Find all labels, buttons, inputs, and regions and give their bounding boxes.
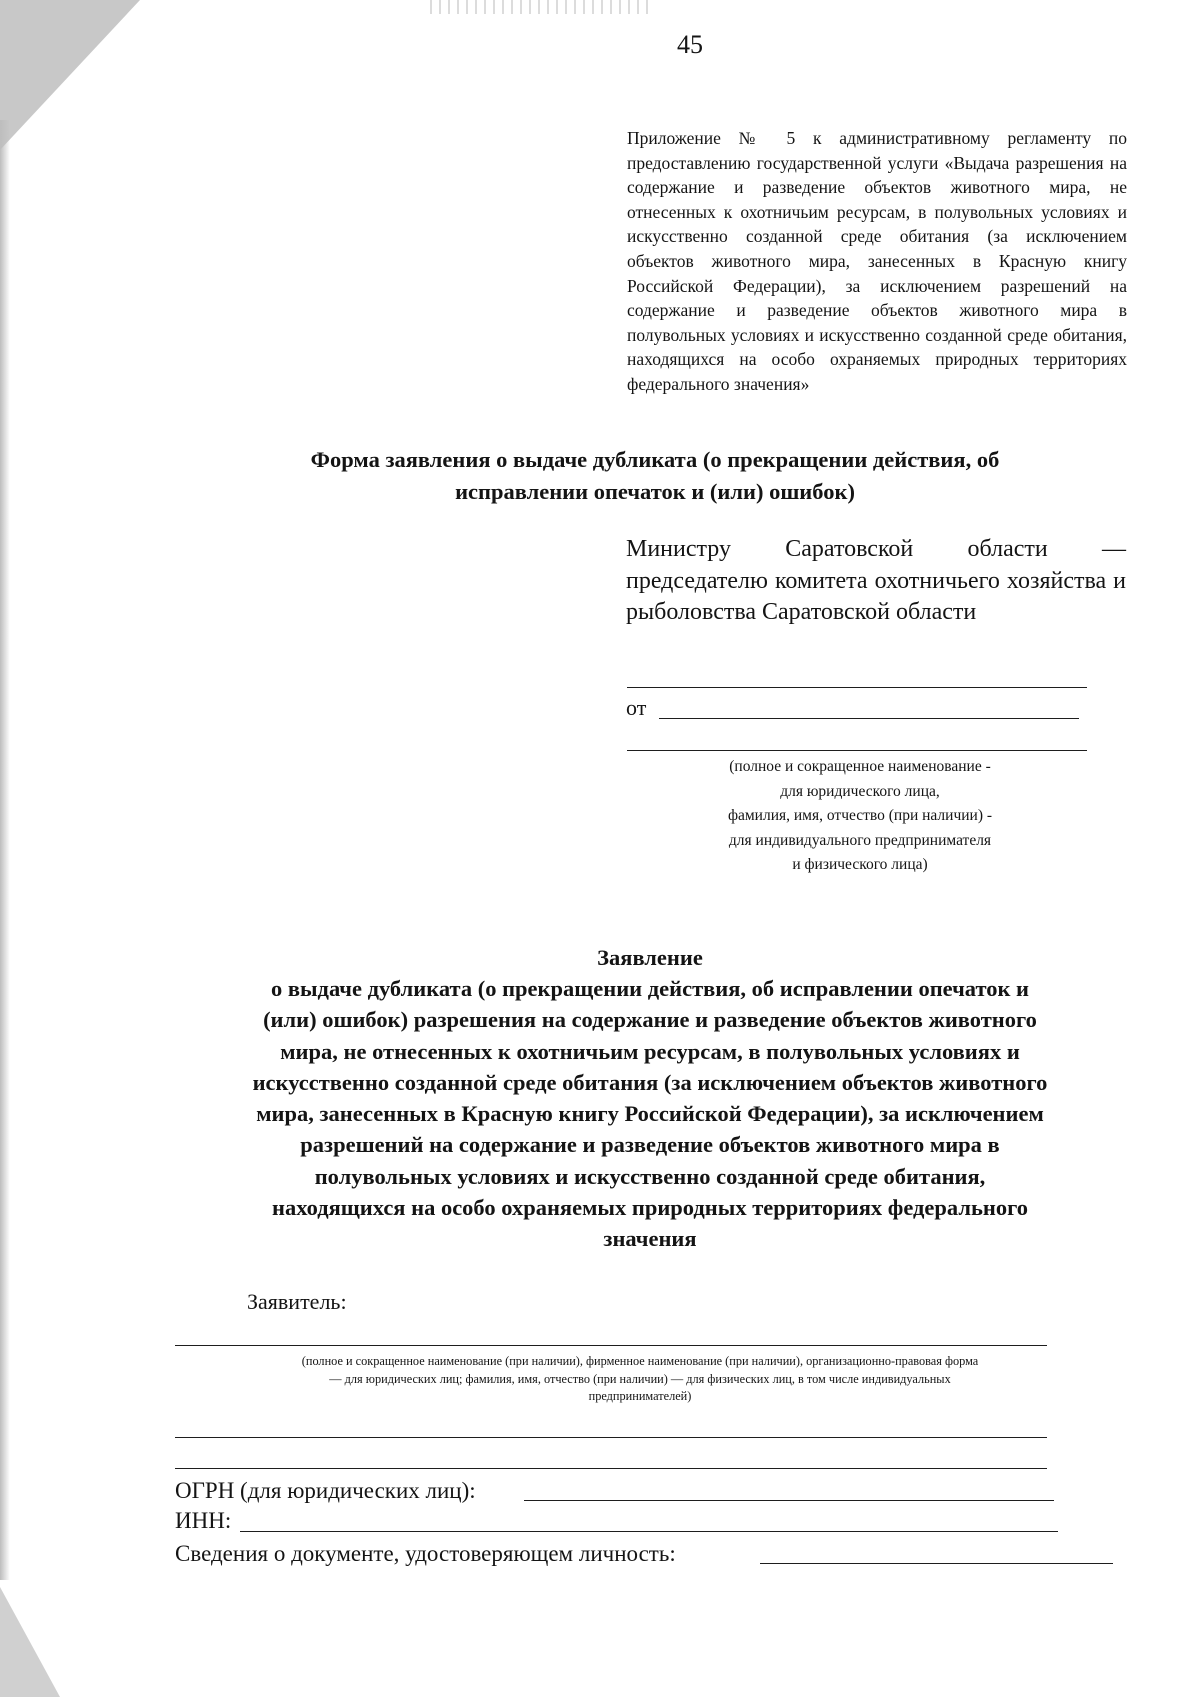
caption-line: для индивидуального предпринимателя [728, 831, 992, 849]
addressee-blank-line-1[interactable] [627, 687, 1087, 688]
caption-line: для юридического лица, [780, 782, 940, 800]
statement-line: (или) ошибок) разрешения на содержание и разведение объектов животного [263, 1007, 1037, 1033]
statement-line: находящихся на особо охраняемых природных территориях федерального [272, 1195, 1028, 1221]
statement-title: Заявление [597, 945, 703, 970]
scan-shadow-bottom-left [0, 1587, 60, 1697]
statement-line: мира, занесенных в Красную книгу Российской Федерации), за исключением [256, 1101, 1044, 1127]
statement-line: о выдаче дубликата (о прекращении действия, об исправлении опечаток и [270, 976, 1030, 1001]
page-number: 45 [677, 30, 703, 59]
form-title [200, 444, 1110, 508]
form-title-line-1: Форма заявления о выдаче дубликата (о прекращении действия, об [310, 447, 1000, 472]
statement-subject [150, 973, 1150, 1255]
ogrn-label: ОГРН (для юридических лиц): [175, 1478, 476, 1503]
applicant-name-caption-top [650, 755, 1070, 878]
inn-input-line[interactable] [240, 1531, 1058, 1532]
scan-noise-top [430, 0, 650, 14]
scan-shadow-top-left [0, 0, 140, 150]
statement-line: мира, не отнесенных к охотничьим ресурсам, в полувольных условиях и [280, 1038, 1020, 1064]
id-document-label: Сведения о документе, удостоверяющем личность: [175, 1541, 676, 1566]
id-document-input-line[interactable] [760, 1563, 1113, 1564]
statement-line: полувольных условиях и искусственно созданной среде обитания, [314, 1163, 986, 1189]
caption-line: предпринимателей) [588, 1389, 692, 1403]
applicant-blank-line-1[interactable] [175, 1345, 1047, 1346]
applicant-blank-line-2[interactable] [175, 1437, 1047, 1438]
caption-line: фамилия, имя, отчество (при наличии) - [727, 807, 993, 825]
statement-line: разрешений на содержание и разведение объектов животного мира в [300, 1132, 1000, 1158]
from-label: от [626, 695, 647, 720]
ogrn-input-line[interactable] [524, 1500, 1054, 1501]
caption-line: и физического лица) [792, 856, 928, 874]
applicant-label: Заявитель: [247, 1289, 347, 1314]
caption-line: (полное и сокращенное наименование - [729, 758, 991, 775]
statement-line: значения [603, 1226, 697, 1252]
caption-line: — для юридических лиц; фамилия, имя, отчество (при наличии) — для физических лиц, в том числе индивидуальных [329, 1371, 951, 1386]
applicant-caption [175, 1353, 1105, 1406]
from-blank-line[interactable] [659, 718, 1079, 719]
caption-line: (полное и сокращенное наименование (при наличии), фирменное наименование (при наличии), организационно-правовая форма [301, 1354, 979, 1368]
statement-line: искусственно созданной среде обитания (за исключением объектов животного [252, 1069, 1048, 1095]
addressee-blank-line-3[interactable] [627, 750, 1087, 751]
appendix-reference: Приложение № 5 к административному регламенту по предоставлению государственной услуги «Выдача разрешения на содержание и разведение объектов животного мира, не отнесенных к охотничьим ресурсам, в полувольных условиях и искусственно созданной среде обитания (за исключением объектов животного мира, занесенных в Красную книгу Российской Федерации), за исключением разрешений на содержание и разведение объектов животного мира в полувольных условиях и искусственно созданной среде обитания, находящихся на особо охраняемых природных территориях федерального значения» [627, 128, 1127, 394]
form-title-line-2: исправлении опечаток и (или) ошибок) [455, 479, 855, 504]
addressee-block: Министру Саратовской области — председателю комитета охотничьего хозяйства и рыболовства Саратовской области [626, 536, 1126, 625]
applicant-blank-line-3[interactable] [175, 1468, 1047, 1469]
scan-shadow-left [0, 120, 10, 1580]
inn-label: ИНН: [175, 1508, 232, 1533]
